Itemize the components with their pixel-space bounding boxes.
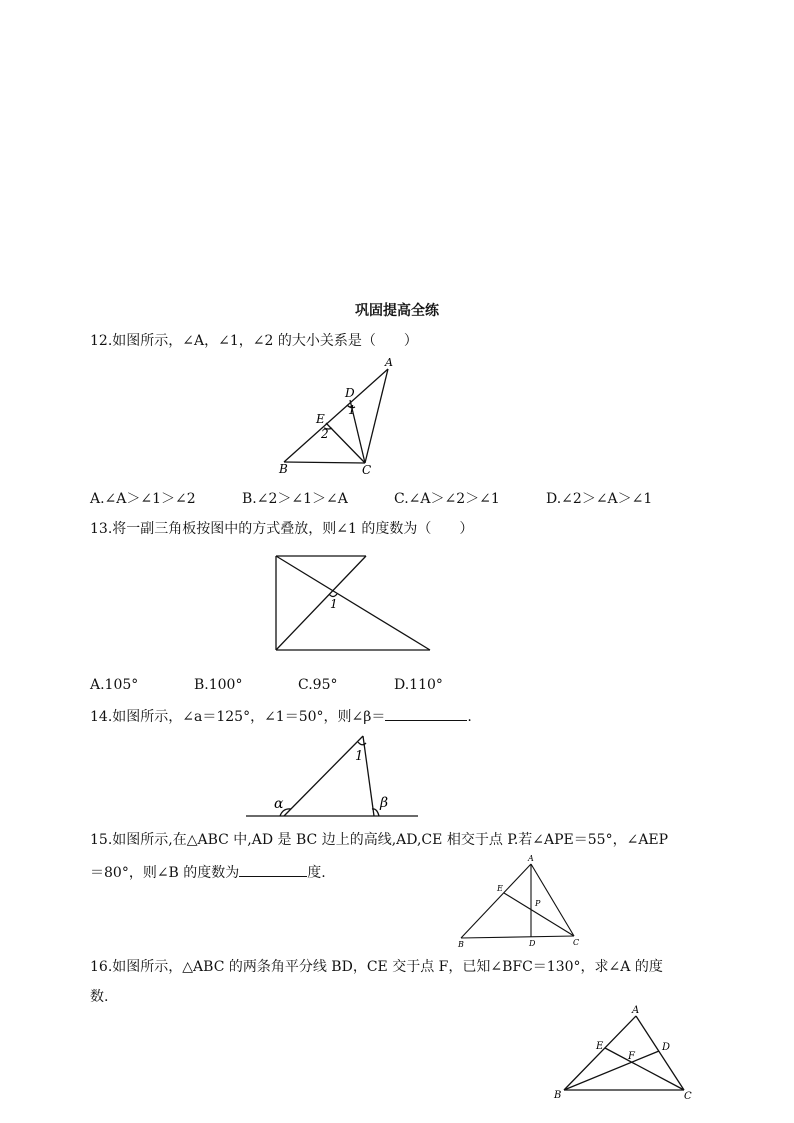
q14-label-beta: β [380,795,389,811]
q16-bisector-bd [564,1051,659,1090]
q16-side-ab [564,1016,636,1090]
section-title: 巩固提高全练 [355,303,439,319]
q15-label-b: B [458,940,464,949]
q16-label-c: C [684,1091,692,1102]
q12-label-one: 1 [348,403,356,417]
q15-label-a: A [528,854,534,863]
q12-label-b: B [279,462,288,476]
q13-option-d[interactable]: D.110° [394,677,443,693]
q16-label-a: A [632,1005,640,1016]
question-16-line2: 数. [90,989,109,1005]
q15-label-c: C [573,938,580,947]
q13-label-one: 1 [330,597,338,611]
q15-stem-end: 度. [307,865,326,881]
question-15-line1: 15.如图所示,在△ABC 中,AD 是 BC 边上的高线,AD,CE 相交于点 P.若∠APE＝55°，∠AEP [90,832,669,848]
q12-option-d[interactable]: D.∠2＞∠A＞∠1 [546,491,653,507]
q12-label-two: 2 [321,427,329,441]
q15-label-d: D [529,939,536,948]
question-13-stem: 13.将一副三角板按图中的方式叠放，则∠1 的度数为（ ） [90,521,474,537]
q12-label-c: C [362,463,372,477]
q13-option-a[interactable]: A.105° [90,677,139,693]
q12-option-a[interactable]: A.∠A＞∠1＞∠2 [90,491,196,507]
q12-label-e: E [316,412,325,426]
q12-option-c[interactable]: C.∠A＞∠2＞∠1 [394,491,500,507]
q14-label-alpha: α [274,796,284,812]
q12-label-d: D [345,386,355,400]
q16-label-e: E [596,1041,604,1052]
q15-label-p: P [535,899,541,908]
q15-stem-text: ＝80°，则∠B 的度数为 [90,865,240,881]
q12-label-a: A [385,356,393,369]
q13-option-b[interactable]: B.100° [194,677,243,693]
q16-label-b: B [554,1090,562,1101]
q16-side-ac [636,1016,684,1090]
q16-label-f: F [628,1051,635,1062]
q14-stem-end: . [467,709,472,725]
q14-stem-text: 14.如图所示，∠a＝125°，∠1＝50°，则∠β＝ [90,709,386,725]
q15-label-e: E [497,884,503,893]
q13-option-c[interactable]: C.95° [298,677,338,693]
question-12-stem: 12.如图所示，∠A，∠1，∠2 的大小关系是（ ） [90,333,418,349]
q14-label-one: 1 [355,749,364,764]
question-16-line1: 16.如图所示，△ABC 的两条角平分线 BD，CE 交于点 F，已知∠BFC＝130°，求∠A 的度 [90,959,663,975]
q16-label-d: D [662,1042,671,1053]
q12-option-b[interactable]: B.∠2＞∠1＞∠A [242,491,348,507]
